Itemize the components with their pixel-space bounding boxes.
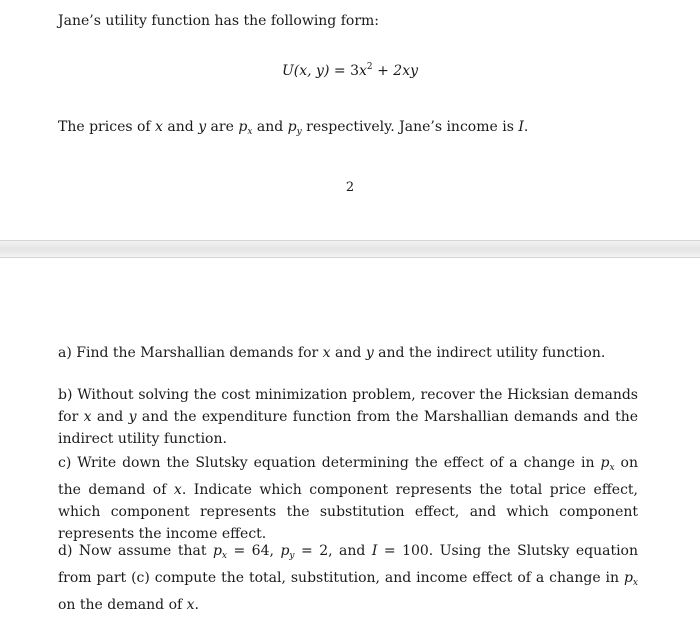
qc-px-base: p (600, 455, 610, 471)
qd-income: I (371, 543, 378, 559)
question-c (58, 452, 638, 545)
prices-px-base: p (238, 119, 248, 135)
intro-text (58, 10, 638, 32)
qc-part1: c) Write down the Slutsky equation determining the effect of a change in (58, 455, 601, 471)
eq-lhs-func: U (281, 63, 294, 79)
prices-part1: The prices of (58, 119, 156, 135)
utility-equation (0, 56, 700, 82)
qd-part2: on the demand of (58, 597, 187, 613)
qd-px-base: p (212, 543, 222, 559)
qd-px2-sub: x (632, 578, 638, 588)
qb-part3: and the expenditure function from the Marshallian demands and the indirect utility function. (58, 409, 638, 447)
qa-x: x (322, 345, 331, 361)
prices-py-base: p (287, 119, 297, 135)
qb-x: x (83, 409, 92, 425)
prices-text (58, 116, 638, 143)
eq-term2: 2xy (393, 63, 418, 79)
prices-part3: are (206, 119, 239, 135)
prices-part2: and (162, 119, 199, 135)
qc-px-sub: x (609, 463, 615, 473)
qb-y: y (128, 409, 137, 425)
qa-part3: and the indirect utility function. (373, 345, 606, 361)
intro-sentence: Jane’s utility function has the following form: (58, 13, 380, 29)
eq-equals: = (333, 63, 346, 79)
prices-x: x (155, 119, 163, 135)
page-bottom (0, 258, 700, 634)
qd-part3: . (194, 597, 199, 613)
eq-term1-var: x (359, 63, 367, 79)
eq-lhs-args: (x, y) (293, 63, 330, 79)
prices-px-sub: x (247, 127, 253, 137)
qd-px-sub: x (221, 551, 227, 561)
question-b (58, 384, 638, 450)
qa-y: y (365, 345, 374, 361)
question-d (58, 540, 638, 616)
qd-py-sub: y (289, 551, 295, 561)
prices-income: I (518, 119, 524, 135)
qb-part1: b) Without solving the cost minimization problem, recover the Hicksian demands for (58, 387, 638, 425)
page-gap-divider (0, 240, 700, 258)
page-number: 2 (345, 180, 355, 195)
page-top (0, 0, 700, 240)
qa-part1: a) Find the Marshallian demands for (58, 345, 323, 361)
qd-py-base: p (280, 543, 290, 559)
prices-y: y (198, 119, 207, 135)
qd-part1: d) Now assume that (58, 543, 213, 559)
prices-part6: . (523, 119, 529, 135)
qd-px-val: = 64, (226, 543, 281, 559)
qd-px2-base: p (623, 570, 633, 586)
qd-py-val: = 2, and (294, 543, 372, 559)
eq-plus: + (377, 63, 389, 79)
question-a (58, 342, 638, 364)
qd-income-val: = 100. Using the Slutsky equation from part (c) compute the total, substitution, and income effect of a change in (58, 543, 639, 586)
qd-x: x (186, 597, 195, 613)
qc-x: x (173, 482, 182, 498)
qa-part2: and (330, 345, 366, 361)
prices-py-sub: y (296, 127, 302, 137)
qc-part2: on the demand of (58, 455, 639, 498)
prices-part4: and (252, 119, 288, 135)
qb-part2: and (91, 409, 129, 425)
qc-part3: . Indicate which component represents the total price effect, which component represents the substitution effect, and which component represents the income effect. (58, 482, 638, 542)
eq-term1-coef: 3 (350, 63, 359, 79)
prices-part5: respectively. Jane’s income is (301, 119, 519, 135)
eq-term1-exp: 2 (366, 62, 373, 72)
